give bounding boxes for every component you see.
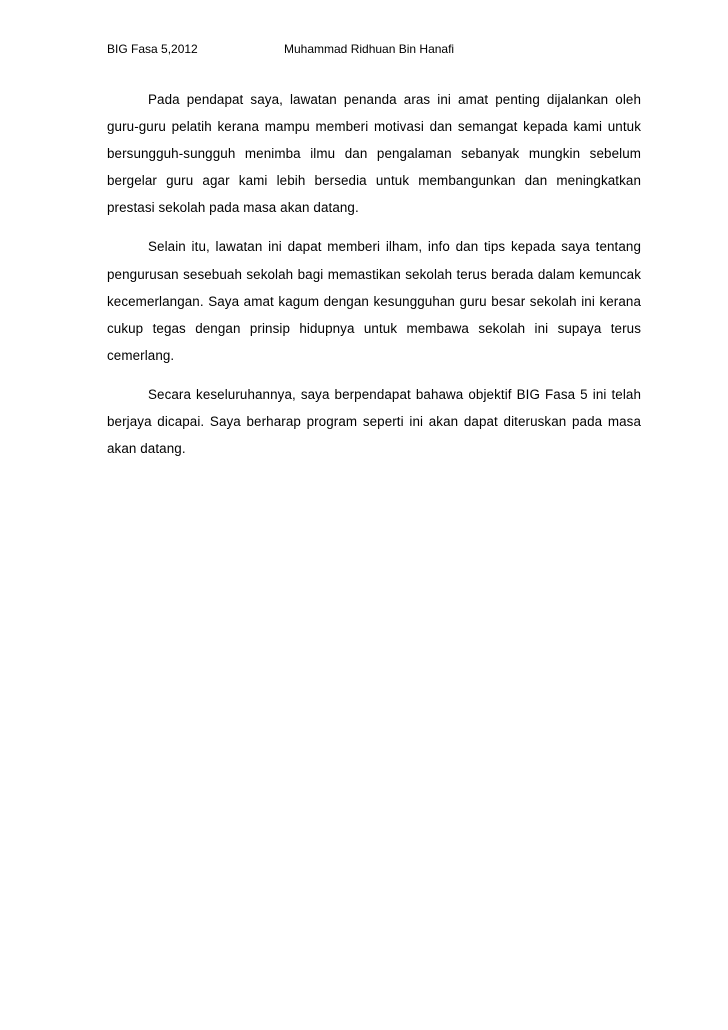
document-body bbox=[107, 86, 641, 474]
header-author-text: Muhammad Ridhuan Bin Hanafi bbox=[284, 42, 455, 56]
paragraph-1: Pada pendapat saya, lawatan penanda aras ini amat penting dijalankan oleh guru-guru pelatih kerana mampu memberi motivasi dan semangat kepada kami untuk bersungguh-sungguh menimba ilmu dan pengalaman sebanyak mungkin sebelum bergelar guru agar kami lebih bersedia untuk membangunkan dan meningkatkan prestasi sekolah pada masa akan datang. bbox=[107, 92, 641, 216]
paragraph-3: Secara keseluruhannya, saya berpendapat bahawa objektif BIG Fasa 5 ini telah berjaya dicapai. Saya berharap program seperti ini akan dapat diteruskan pada masa akan datang. bbox=[107, 386, 641, 457]
paragraph-2: Selain itu, lawatan ini dapat memberi ilham, info dan tips kepada saya tentang pengurusan sesebuah sekolah bagi memastikan sekolah terus berada dalam kemuncak kecemerlangan. Saya amat kagum dengan kesungguhan guru besar sekolah ini kerana cukup tegas dengan prinsip hidupnya untuk membawa sekolah ini supaya terus cemerlang. bbox=[107, 239, 641, 363]
header-left-text: BIG Fasa 5,2012 bbox=[107, 42, 198, 56]
page-header bbox=[107, 40, 647, 58]
